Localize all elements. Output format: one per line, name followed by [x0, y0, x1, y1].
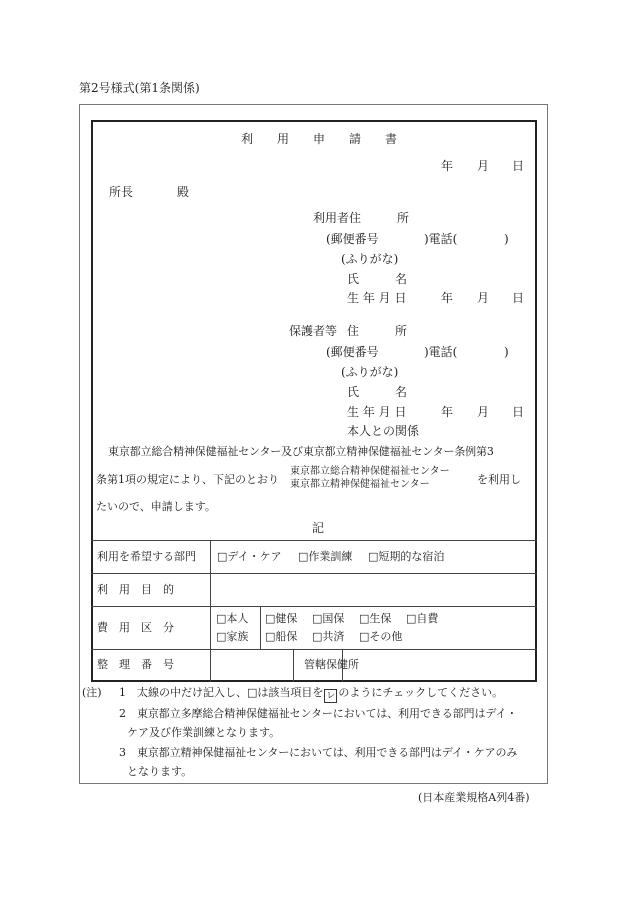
- ref-number-label: 整 理 番 号: [97, 658, 174, 671]
- guardian-birth-label: 生 年 月 日: [347, 405, 407, 419]
- health-center-left-line: [293, 649, 294, 682]
- guardian-relation-label: 本人との関係: [347, 424, 420, 438]
- applicant-phone-close: ): [504, 232, 509, 246]
- applicant-birth-label: 生 年 月 日: [347, 291, 407, 305]
- fee-payer-line: [260, 606, 261, 649]
- table-top-line: [91, 540, 537, 541]
- table-row-line-1: [91, 573, 537, 574]
- guardian-phone-label: )電話(: [424, 345, 458, 359]
- note-1-text: [137, 687, 503, 703]
- department-option-training[interactable]: □作業訓練: [298, 550, 353, 563]
- fee-option-other[interactable]: □その他: [359, 630, 403, 643]
- guardian-heading: 保護者等: [289, 324, 338, 338]
- statement-line2-suffix: を利用し: [477, 473, 521, 486]
- date-month: 月: [477, 159, 490, 173]
- note-2-line1: 東京都立多摩総合精神保健福祉センターにおいては、利用できる部門はデイ・: [137, 707, 518, 720]
- note-3-line2: となります。: [127, 765, 193, 778]
- table-col-line: [210, 540, 211, 682]
- department-label: 利用を希望する部門: [97, 550, 196, 563]
- guardian-birth-year: 年: [441, 405, 454, 419]
- fee-label: 費 用 区 分: [97, 621, 174, 634]
- note-1-number: 1: [119, 686, 126, 699]
- fee-option-jihi[interactable]: □自費: [406, 612, 439, 625]
- statement-line1: 東京都立総合精神保健福祉センター及び東京都立精神保健福祉センター条例第3: [108, 445, 494, 458]
- form-number: 第2号様式(第1条関係): [79, 81, 200, 95]
- statement-line3: たいので、申請します。: [96, 500, 216, 513]
- applicant-postal-label: (郵便番号: [326, 232, 379, 246]
- guardian-furigana: (ふりがな): [341, 365, 399, 379]
- note-2-line2: ケア及び作業訓練となります。: [127, 726, 281, 739]
- guardian-postal-label: (郵便番号: [326, 345, 379, 359]
- addressee: 所長: [109, 185, 134, 199]
- fee-payer-family[interactable]: □家族: [216, 630, 249, 643]
- applicant-birth-month: 月: [477, 291, 490, 305]
- fee-option-seiho[interactable]: □生保: [359, 612, 392, 625]
- fee-payer-self[interactable]: □本人: [216, 612, 249, 625]
- applicant-heading: 利用者: [313, 211, 350, 225]
- applicant-birth-year: 年: [441, 291, 454, 305]
- note-3-number: 3: [119, 746, 126, 759]
- notes-prefix: (注): [82, 686, 102, 699]
- statement-line2-prefix: 条第1項の規定により、下記のとおり: [96, 473, 279, 486]
- statement-option-a: 東京都立総合精神保健福祉センター: [290, 466, 450, 477]
- ki-label: 記: [312, 521, 325, 535]
- table-row-line-2: [91, 606, 537, 607]
- guardian-phone-close: ): [504, 345, 509, 359]
- date-year: 年: [441, 159, 454, 173]
- table-row-line-3: [91, 649, 537, 650]
- guardian-birth-month: 月: [477, 405, 490, 419]
- date-day: 日: [512, 159, 525, 173]
- statement-option-b: 東京都立精神保健福祉センター: [290, 479, 430, 490]
- applicant-birth-day: 日: [512, 291, 525, 305]
- thick-frame: [91, 120, 537, 682]
- department-option-stay[interactable]: □短期的な宿泊: [368, 550, 445, 563]
- fee-option-kyosai[interactable]: □共済: [312, 630, 345, 643]
- applicant-address-label: 住 所: [349, 211, 410, 225]
- guardian-birth-day: 日: [512, 405, 525, 419]
- guardian-address-label: 住 所: [347, 324, 408, 338]
- footer-spec: (日本産業規格A列4番): [418, 791, 530, 804]
- applicant-name-label: 氏 名: [347, 272, 408, 286]
- fee-option-kokuho[interactable]: □国保: [312, 612, 345, 625]
- fee-option-senpo[interactable]: □船保: [265, 630, 298, 643]
- note-1-text-b: のようにチェックしてください。: [338, 686, 504, 699]
- note-3-line1: 東京都立精神保健福祉センターにおいては、利用できる部門はデイ・ケアのみ: [137, 746, 518, 759]
- check-example-box: レ: [326, 691, 336, 701]
- fee-option-kenpo[interactable]: □健保: [265, 612, 298, 625]
- purpose-label: 利 用 目 的: [97, 583, 174, 596]
- applicant-phone-label: )電話(: [424, 232, 458, 246]
- health-center-label: 管轄保健所: [304, 658, 359, 671]
- form-title: 利 用 申 請 書: [241, 132, 398, 146]
- guardian-name-label: 氏 名: [347, 385, 408, 399]
- note-2-number: 2: [119, 707, 126, 720]
- note-1-text-a: 太線の中だけ記入し、□は該当項目を: [137, 686, 324, 699]
- applicant-furigana: (ふりがな): [341, 252, 399, 266]
- department-option-daycare[interactable]: □デイ・ケア: [217, 550, 282, 563]
- honorific: 殿: [177, 185, 190, 199]
